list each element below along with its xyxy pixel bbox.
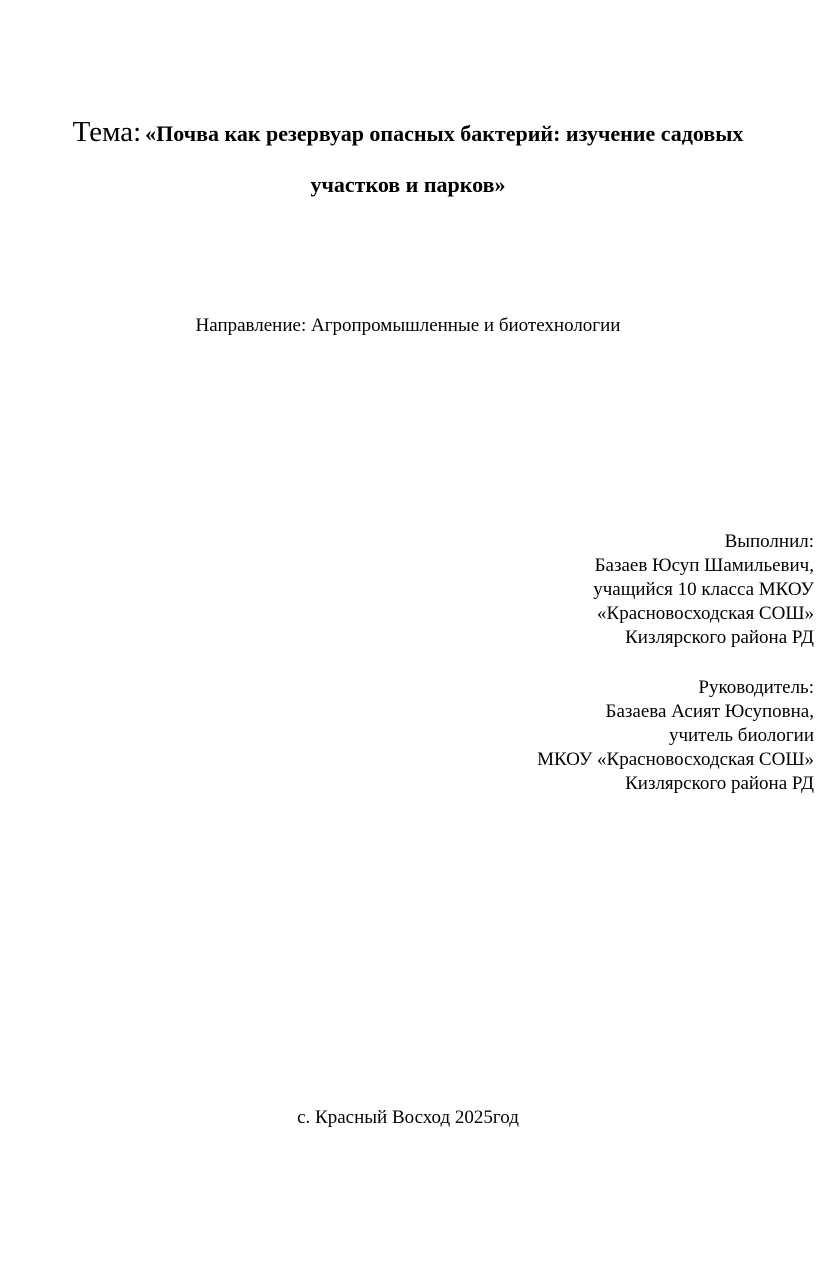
topic-title-line-1 (0, 108, 816, 161)
topic-title (0, 108, 816, 212)
performer-block (394, 530, 814, 650)
performer-name: Базаев Юсуп Шамильевич, (594, 555, 814, 576)
topic-title-line-2 (0, 161, 816, 212)
supervisor-name: Базаева Асият Юсуповна, (605, 701, 814, 722)
research-direction: Направление: Агропромышленные и биотехнологии (195, 315, 621, 336)
supervisor-position: учитель биологии (668, 725, 814, 746)
performer-class: учащийся 10 класса МКОУ (593, 579, 814, 600)
place-and-year: с. Красный Восход 2025год (297, 1107, 519, 1128)
topic-text-line-1: «Почва как резервуар опасных бактерий: изучение садовых (145, 121, 744, 146)
supervisor-school: МКОУ «Красновосходская СОШ» (537, 749, 814, 770)
performer-label: Выполнил: (724, 531, 814, 552)
supervisor-label: Руководитель: (698, 677, 814, 698)
topic-text-line-2: участков и парков» (310, 172, 506, 197)
performer-school: «Красновосходская СОШ» (597, 603, 814, 624)
topic-label: Тема: (72, 116, 142, 148)
supervisor-district: Кизлярского района РД (625, 773, 814, 794)
performer-district: Кизлярского района РД (625, 627, 814, 648)
supervisor-block (394, 676, 814, 796)
